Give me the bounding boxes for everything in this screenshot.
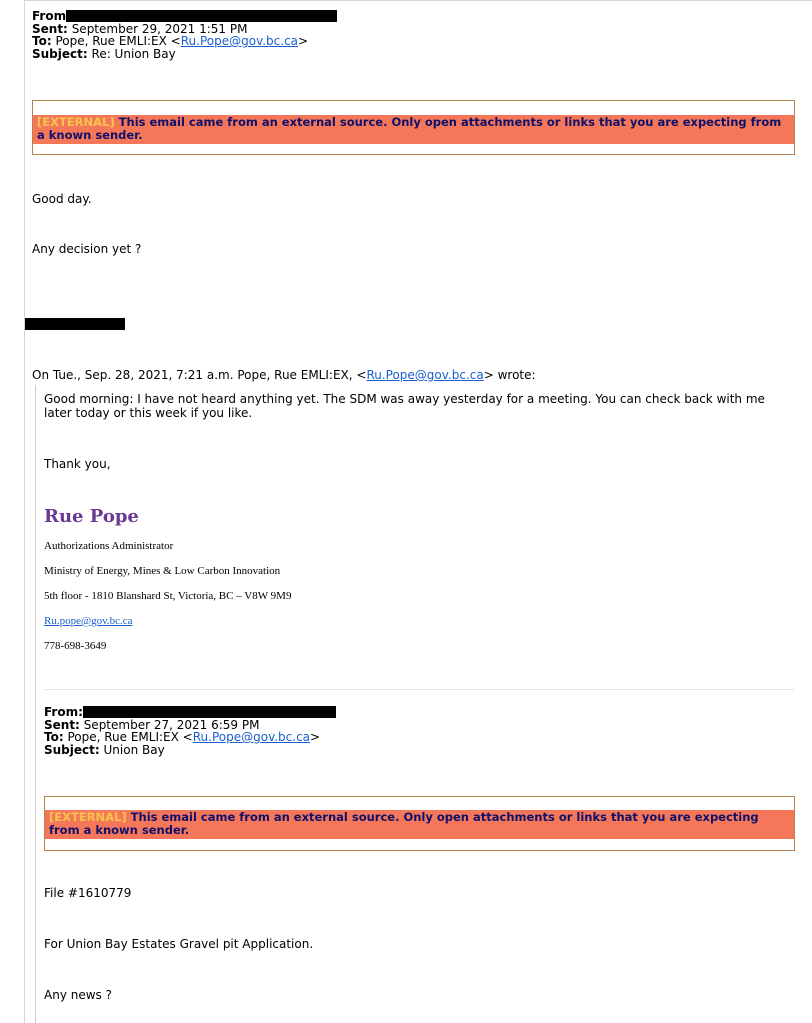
sent-label: Sent: (44, 717, 80, 732)
from-label: From (32, 9, 67, 23)
sent-label: Sent: (32, 21, 68, 36)
quote-bar (35, 385, 36, 1023)
to-close: > (310, 730, 321, 744)
external-tag: [EXTERNAL] (37, 115, 115, 129)
reply-email-link[interactable]: Ru.Pope@gov.bc.ca (366, 368, 484, 382)
signature-phone: 778-698-3649 (44, 640, 107, 652)
external-message: This email came from an external source. Only open attachments or links that you are expecting from a known sender. (37, 115, 782, 142)
quoted-message-text: Good morning: I have not heard anything yet. The SDM was away yesterday for a meeting. You can check back with me later today or this week if you like. (44, 392, 765, 420)
left-thread-border (24, 0, 25, 1023)
signature-address: 5th floor - 1810 Blanshard St, Victoria, BC – V8W 9M9 (44, 590, 292, 602)
signature-email-link[interactable]: Ru.pope@gov.bc.ca (44, 615, 133, 627)
application-text: For Union Bay Estates Gravel pit Application. (44, 937, 314, 951)
to-email-link[interactable]: Ru.Pope@gov.bc.ca (180, 34, 299, 48)
to-label: To: (44, 730, 64, 744)
to-label: To: (32, 34, 52, 48)
external-tag: [EXTERNAL] (49, 810, 127, 824)
thanks-text: Thank you, (44, 457, 111, 471)
top-divider (24, 0, 812, 1)
to-email-link[interactable]: Ru.Pope@gov.bc.ca (192, 730, 311, 744)
external-warning-text (33, 115, 794, 144)
sent-value: September 29, 2021 1:51 PM (71, 21, 248, 36)
greeting-text: Good day. (32, 192, 92, 206)
sent-value: September 27, 2021 6:59 PM (83, 717, 260, 732)
signature-ministry: Ministry of Energy, Mines & Low Carbon Innovation (44, 565, 281, 577)
to-value: Pope, Rue EMLI:EX < (67, 730, 193, 744)
to-close: > (298, 34, 309, 48)
subject-label: Subject: (32, 46, 88, 61)
signature-title: Authorizations Administrator (44, 540, 174, 552)
reply-suffix: > wrote: (483, 368, 536, 382)
subject-value: Union Bay (103, 742, 165, 757)
from-label: From: (44, 705, 83, 719)
message-header (32, 10, 337, 60)
news-text: Any news ? (44, 988, 112, 1002)
redaction-block (83, 706, 336, 718)
file-number-text: File #1610779 (44, 886, 132, 900)
subject-row (44, 744, 336, 757)
message-header (44, 706, 336, 756)
question-text: Any decision yet ? (32, 242, 142, 256)
external-message: This email came from an external source. Only open attachments or links that you are expecting from a known sender. (49, 810, 759, 837)
redaction-block (66, 10, 337, 22)
subject-label: Subject: (44, 742, 100, 757)
to-value: Pope, Rue EMLI:EX < (55, 34, 181, 48)
external-warning-banner (44, 796, 795, 851)
external-warning-banner (32, 100, 795, 155)
subject-row (32, 48, 337, 61)
external-warning-text (45, 810, 794, 839)
subject-value: Re: Union Bay (91, 46, 176, 61)
message-separator (44, 689, 794, 690)
signature-name: Rue Pope (44, 506, 139, 527)
reply-prefix: On Tue., Sep. 28, 2021, 7:21 a.m. Pope, Rue EMLI:EX, < (32, 368, 367, 382)
redaction-block (25, 318, 125, 330)
reply-attribution (32, 368, 536, 382)
